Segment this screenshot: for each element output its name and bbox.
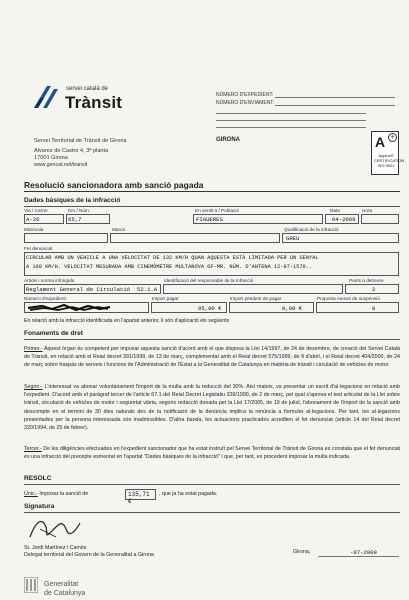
hora-box: [361, 214, 399, 224]
date-line: [318, 556, 399, 557]
resolc-heading: RESOLC: [24, 475, 52, 482]
basic-data-heading: Dades bàsiques de la infracció: [24, 197, 121, 204]
article-label: Article i norma infringida: [24, 278, 75, 283]
fet-line-1: CIRCULAR AMB UN VEHICLE A UNA VELOCITAT DE 132 KM/H QUAN AQUESTA ESTÀ LIMITADA PER UN SENYAL: [26, 255, 319, 261]
transit-logo-icon: [34, 86, 58, 108]
sentit-value: FIGUERES: [196, 216, 223, 223]
section-rule: [24, 206, 400, 207]
via-label: Via / Carrer: [24, 208, 48, 213]
via-value: A-26: [26, 216, 40, 223]
generalitat-name: Generalitat de Catalunya: [44, 581, 86, 597]
brand-title: Trànsit: [65, 93, 123, 112]
article-value: Reglament General de Circulació: [26, 286, 131, 293]
paragraph-tercer: Tercer.- De les diligències efectuades en l'expedient sancionador que ha estat instruït pel Servei Territorial de Trànsit de Girona es constata que el fet denunciat és una infracció del precepte esmentat en l'apartat "Dades bàsiques de la infracció" i que, per tant, es procedent imposar la multa indicada.: [24, 446, 400, 461]
qualificacio-label: Qualificació de la infracció: [284, 227, 339, 232]
signatura-heading: Signatura: [24, 503, 55, 510]
section-rule: [24, 339, 400, 340]
km-value: 65,7: [68, 216, 82, 223]
recipient-line-3: [216, 127, 366, 128]
proposta-value: 0: [372, 305, 376, 312]
document-title: Resolució sancionadora amb sanció pagada: [24, 180, 204, 190]
cert-plus-icon: +: [388, 133, 397, 142]
cert-mark: A: [375, 134, 386, 150]
km-label: Km / Núm.: [68, 208, 91, 213]
fonaments-heading: Fonaments de dret: [24, 330, 83, 337]
data-label: Data: [330, 208, 340, 213]
sending-number-line: [275, 105, 395, 106]
paragraph-segon: Segon.- L'interessat va abonar voluntàriament l'import de la multa amb la reducció del 30%. Així mateix, va presentar un escrit d'al·legacions en relació amb l'expedient. D'acord amb el paràgraf tercer de l'article 67.1 del Reial Decret Legislatiu 339/1990, de 2 de març, pel qual s'aprova el text articulat de la Llei sobre trànsit, circulació de vehicles de motor i seguretat viària, segons redacció donada per la Llei 17/2005, de 19 de juliol, l'abonament de l'import de la sanció amb descompte en el termini de 30 dies naturals des de la notificació de la denúncia implica la renúncia a formular al·legacions. Per tant, les al·legacions presentades per la persona interessada són inadmissibles. D'altra banda, les actuacions practicades acrediten el fet denunciat (article 14 del Reial decret 320/1994, de 25 de febrer).: [24, 384, 400, 432]
matricula-box: [24, 233, 108, 243]
recipient-line-1: [216, 113, 366, 114]
section-rule: [24, 512, 400, 513]
expedient-label: Número d'expedient: [24, 296, 66, 301]
punts-value: 2: [372, 286, 376, 293]
import-pendent-label: Import pendent de pagar: [230, 296, 282, 301]
brand-subtitle: servei català de: [66, 86, 109, 92]
proposta-label: Proposta mesos de suspensió: [317, 296, 380, 301]
office-address-line2: 17001 Girona: [34, 155, 68, 161]
marca-label: Marca: [112, 227, 126, 232]
qualificacio-value: GREU: [286, 235, 300, 242]
ident-box: [163, 284, 343, 294]
signer-name: Sr. Jordi Martínez i Camós: [24, 545, 87, 551]
sign-place: Girona,: [293, 549, 311, 555]
import-pagat-label: Import pagat: [152, 296, 179, 301]
sign-date: -07-2009: [350, 549, 377, 556]
recipient-line-2: [216, 120, 366, 121]
proposta-box: [316, 302, 399, 313]
generalitat-logo-icon: [24, 577, 38, 593]
data-value: 04-2009: [332, 216, 356, 223]
title-rule: [24, 191, 400, 192]
office-url: www.gencat.net/transit: [34, 162, 88, 168]
handwritten-signature: [26, 515, 86, 543]
expedient-number-label: NÚMERO D'EXPEDIENT:: [216, 92, 274, 98]
redacted-scribble: [24, 302, 154, 313]
sending-number-label: NÚMERO D'ENVIAMENT:: [216, 100, 275, 106]
hora-label: Hora: [362, 208, 373, 213]
article-number: 52.1.A: [137, 286, 158, 293]
paragraph-primer: Primer.- Aquest òrgan és competent per imposar aquesta sanció d'acord amb el que disposa la Llei 14/1997, de 24 de desembre, de creació del Servei Català de Trànsit, en relació amb el Reial decret 391/1998, de 13 de març, complementat amb el Reial decret 575/1999, de 9 d'abril, i el Reial decret 404/2000, de 24 de març sobre traspàs de serveis i funcions de l'Administració de l'Estat a la Generalitat de Catalunya en matèria de trànsit i circulació de vehicles de motor.: [24, 346, 400, 369]
resolc-tail: , que ja ha estat pagada.: [159, 491, 218, 497]
marca-box: [110, 233, 280, 243]
qualificacio-box: [282, 233, 399, 243]
certification-badge: [371, 131, 405, 175]
sentit-label: En sentit a / Població: [195, 208, 240, 213]
section-rule: [24, 484, 400, 485]
sanction-amount: 135,71 €: [125, 489, 156, 500]
expedient-number-line: [275, 97, 395, 98]
recipient-city: GIRONA: [216, 137, 240, 143]
relation-note: En relació amb la infracció identificada en l'apartat anterior, li són d'aplicació els següents: [24, 318, 230, 324]
signer-role: Delegat territorial del Govern de la Generalitat a Girona: [24, 552, 154, 558]
office-address-line1: Alvarez de Castro 4, 3ª planta: [34, 148, 109, 154]
matricula-label: Matrícula: [24, 227, 44, 232]
resolc-lead: Únic.- Imposar la sanció de: [24, 491, 89, 497]
fet-line-2: A 100 KM/H. VELOCITAT MESURADA AMB CINEMÒMETRE MULTANOVA 6F-MR. NÚM. D'ANTENA 12-97-1570..: [26, 264, 313, 270]
import-pendent-value: 0,00 €: [282, 305, 303, 312]
fet-label: Fet denunciat: [24, 246, 53, 251]
office-name: Servei Territorial de Trànsit de Girona: [34, 138, 127, 144]
punts-label: Punts a detreure: [349, 278, 384, 283]
import-pagat-value: 95,00 €: [198, 305, 222, 312]
ident-label: Identificació del responsable de la infracció: [164, 278, 254, 283]
cert-text: Applus® CERTIFICATION ISO 9001: [374, 153, 405, 168]
